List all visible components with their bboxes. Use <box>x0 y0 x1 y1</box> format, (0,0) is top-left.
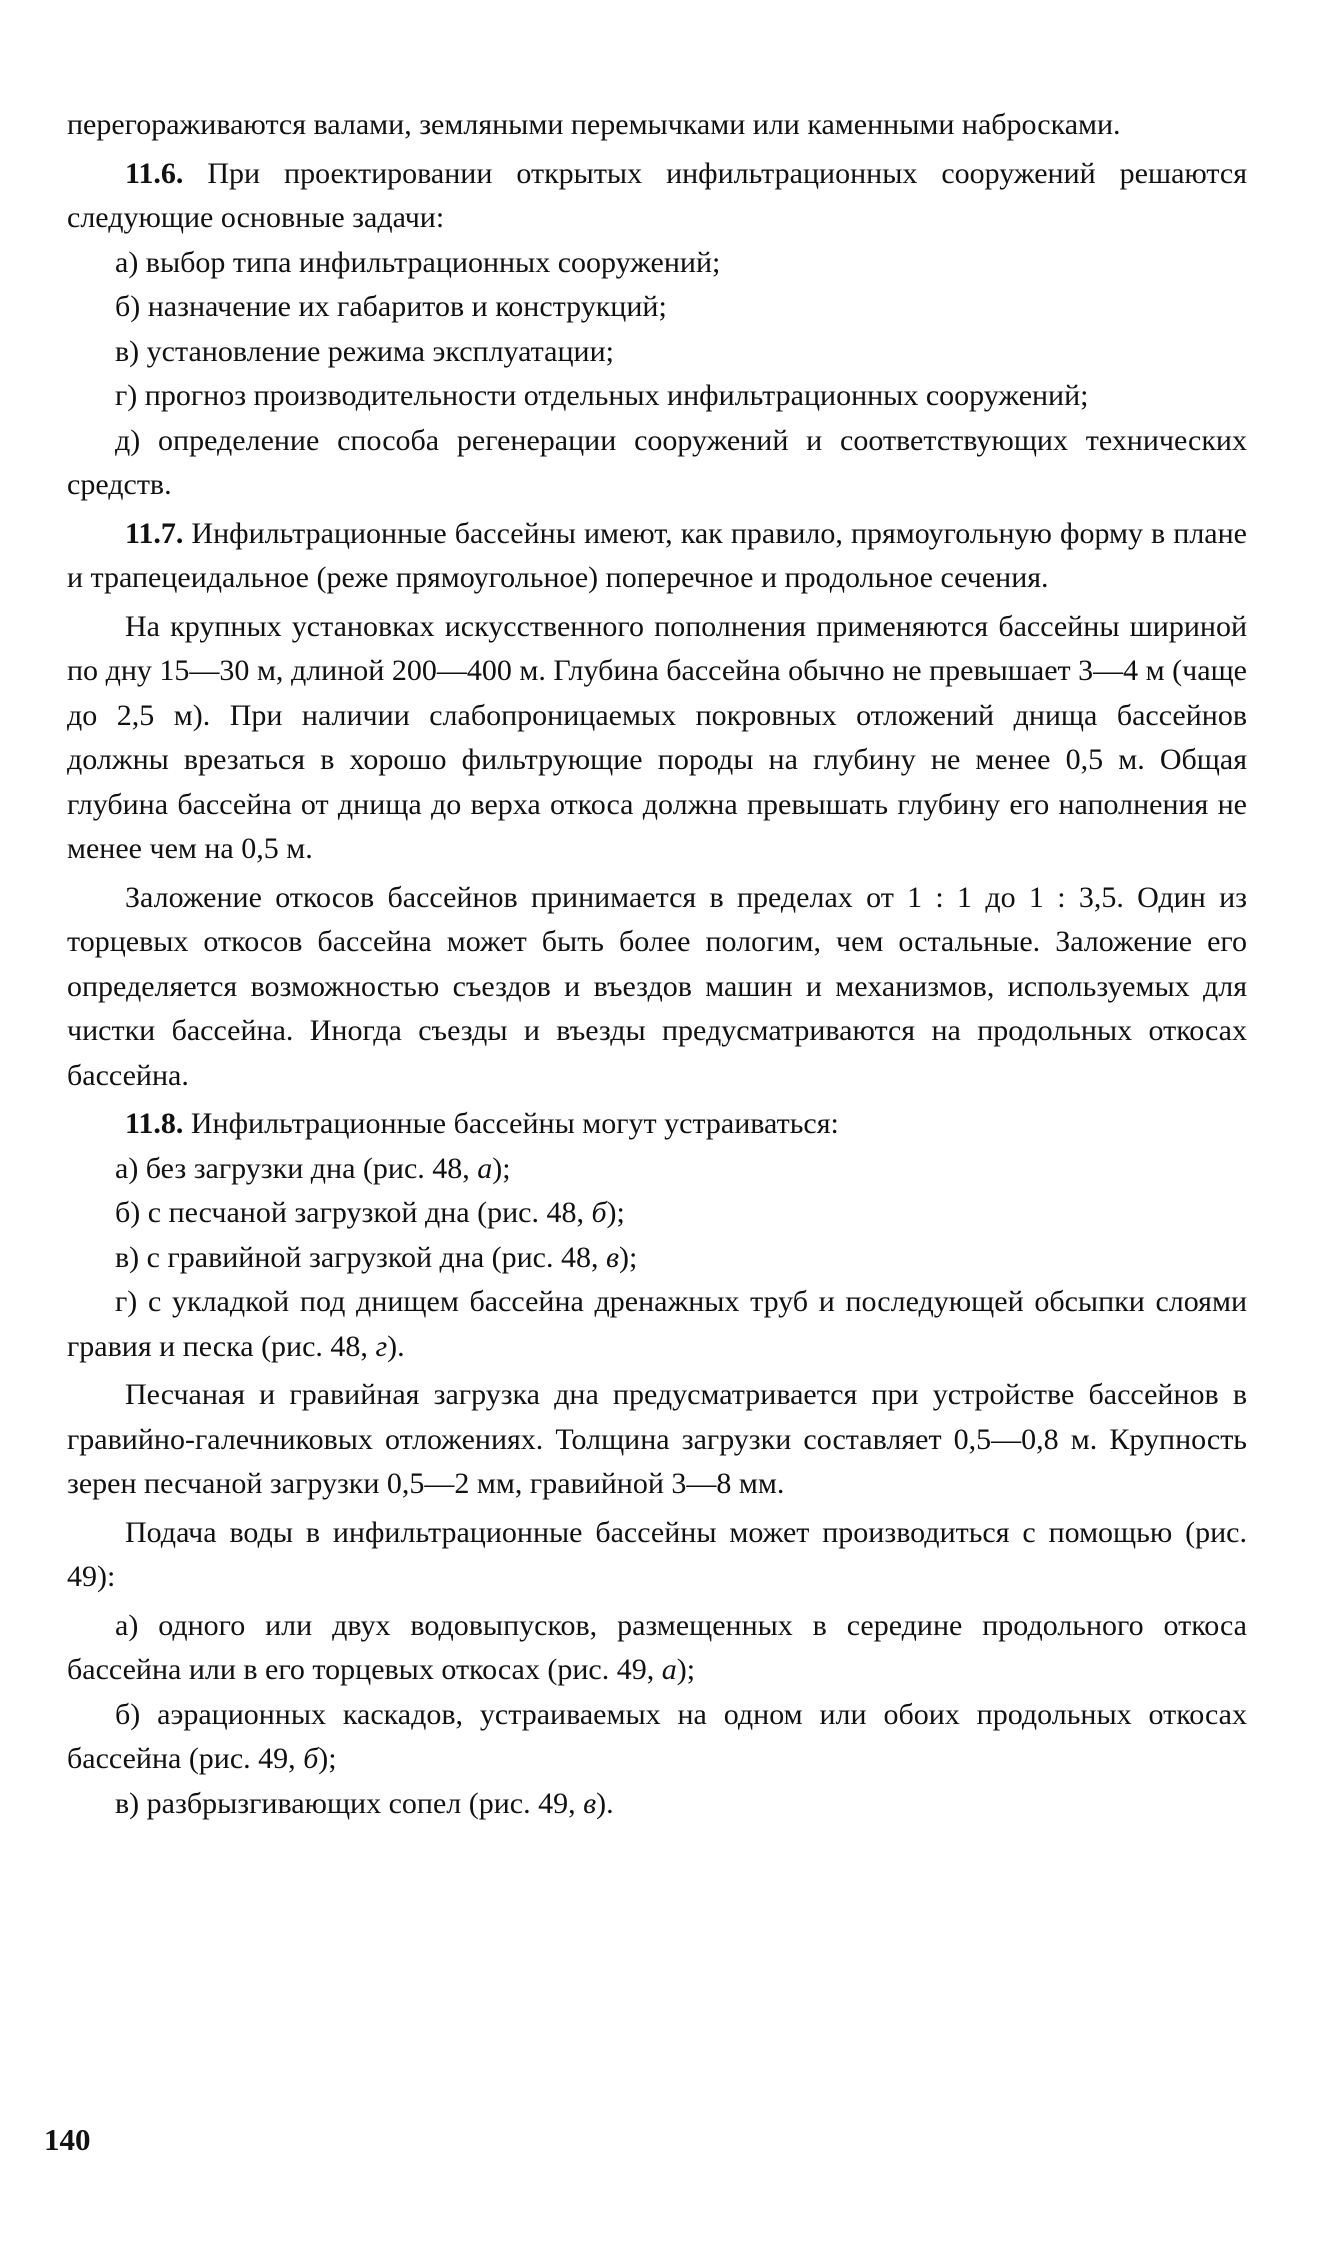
list-item-text: в) разбрызгивающих сопел (рис. 49, <box>115 1786 584 1820</box>
section-number: 11.8. <box>125 1107 184 1140</box>
list-item-tail: ); <box>606 1196 625 1229</box>
page-number: 140 <box>44 2122 91 2157</box>
page-body <box>67 103 1247 1826</box>
paragraph-section-11-7 <box>67 512 1247 601</box>
paragraph-section-11-6 <box>67 152 1247 241</box>
paragraph-text: перегораживаются валами, земляными перемычками или каменными набросками. <box>67 108 1121 141</box>
list-item <box>67 1191 1247 1236</box>
list-item-text: г) прогноз производительности отдельных инфильтрационных сооружений; <box>115 379 1089 412</box>
figure-letter: г <box>375 1329 388 1363</box>
paragraph <box>67 876 1247 1099</box>
paragraph-section-11-8 <box>67 1102 1247 1147</box>
section-number: 11.7. <box>125 516 184 550</box>
list-item <box>67 1604 1247 1693</box>
paragraph-text: Заложение откосов бассейнов принимается в пределах от 1 : 1 до 1 : 3,5. Один из торцевых откосов бассейна может быть более пологим, чем остальные. Заложение его определяется возможностью съездов и въездов машин и механизмов, используемых для чистки бассейна. Иногда съезды и въезды предусматриваются на продольных откосах бассейна. <box>67 880 1247 1092</box>
list-item <box>67 241 1247 286</box>
paragraph-continuation <box>67 103 1247 148</box>
list-item-text: б) аэрационных каскадов, устраиваемых на одном или обоих продольных откосах бассейна (рис. 49, <box>67 1697 1247 1775</box>
list-item <box>67 285 1247 330</box>
list-item-tail: ). <box>596 1786 614 1820</box>
list-item-text: а) выбор типа инфильтрационных сооружений; <box>115 245 721 279</box>
list-item <box>67 1147 1247 1192</box>
list-item-text: б) с песчаной загрузкой дна (рис. 48, <box>115 1196 592 1229</box>
list-item-tail: ); <box>619 1240 638 1274</box>
figure-letter: б <box>591 1196 607 1229</box>
paragraph-text: При проектировании открытых инфильтрационных сооружений решаются следующие основные задачи: <box>67 156 1247 234</box>
list-item <box>67 374 1247 419</box>
figure-letter: в <box>606 1240 620 1274</box>
list-item-text: д) определение способа регенерации сооружений и соответствующих технических средств. <box>67 423 1247 501</box>
figure-letter: а <box>661 1653 677 1686</box>
paragraph <box>67 605 1247 872</box>
paragraph-text: Инфильтрационные бассейны могут устраиваться: <box>183 1107 839 1140</box>
list-item-tail: ). <box>387 1329 405 1363</box>
paragraph-text: Песчаная и гравийная загрузка дна предусматривается при устройстве бассейнов в гравийно-галечниковых отложениях. Толщина загрузки составляет 0,5—0,8 м. Крупность зерен песчаной загрузки 0,5—2 мм, гравийной 3—8 мм. <box>67 1378 1247 1500</box>
list-item-text: а) одного или двух водовыпусков, размещенных в середине продольного откоса бассейна или в его торцевых откосах (рис. 49, <box>67 1608 1247 1686</box>
list-item <box>67 1782 1247 1827</box>
list-item <box>67 1693 1247 1782</box>
list-item-text: а) без загрузки дна (рис. 48, <box>115 1151 478 1185</box>
list-item-text: г) с укладкой под днищем бассейна дренажных труб и последующей обсыпки слоями гравия и песка (рис. 48, <box>67 1285 1247 1363</box>
paragraph-text: Подача воды в инфильтрационные бассейны может производиться с помощью (рис. 49): <box>67 1515 1247 1593</box>
figure-letter: а <box>477 1151 493 1185</box>
list-item-text: в) с гравийной загрузкой дна (рис. 48, <box>115 1240 607 1274</box>
list-item-text: в) установление режима эксплуатации; <box>115 334 614 368</box>
list-item <box>67 1280 1247 1369</box>
paragraph <box>67 1511 1247 1600</box>
figure-letter: в <box>583 1786 597 1820</box>
list-item-text: б) назначение их габаритов и конструкций; <box>115 290 667 323</box>
paragraph-text: Инфильтрационные бассейны имеют, как правило, прямоугольную форму в плане и трапецеидальное (реже прямоугольное) поперечное и продольное сечения. <box>67 516 1247 594</box>
figure-letter: б <box>303 1742 319 1775</box>
paragraph <box>67 1373 1247 1507</box>
list-item <box>67 1236 1247 1281</box>
list-item-tail: ); <box>492 1151 511 1185</box>
paragraph-text: На крупных установках искусственного пополнения применяются бассейны шириной по дну 15—30 м, длиной 200—400 м. Глубина бассейна обычно не превышает 3—4 м (чаще до 2,5 м). При наличии слабопроницаемых покровных отложений днища бассейнов должны врезаться в хорошо фильтрующие породы на глубину не менее 0,5 м. Общая глубина бассейна от днища до верха откоса должна превышать глубину его наполнения не менее чем на 0,5 м. <box>67 609 1247 865</box>
list-item <box>67 419 1247 508</box>
list-item <box>67 330 1247 375</box>
section-number: 11.6. <box>125 156 184 190</box>
list-item-tail: ); <box>676 1653 696 1686</box>
list-item-tail: ); <box>318 1742 337 1775</box>
